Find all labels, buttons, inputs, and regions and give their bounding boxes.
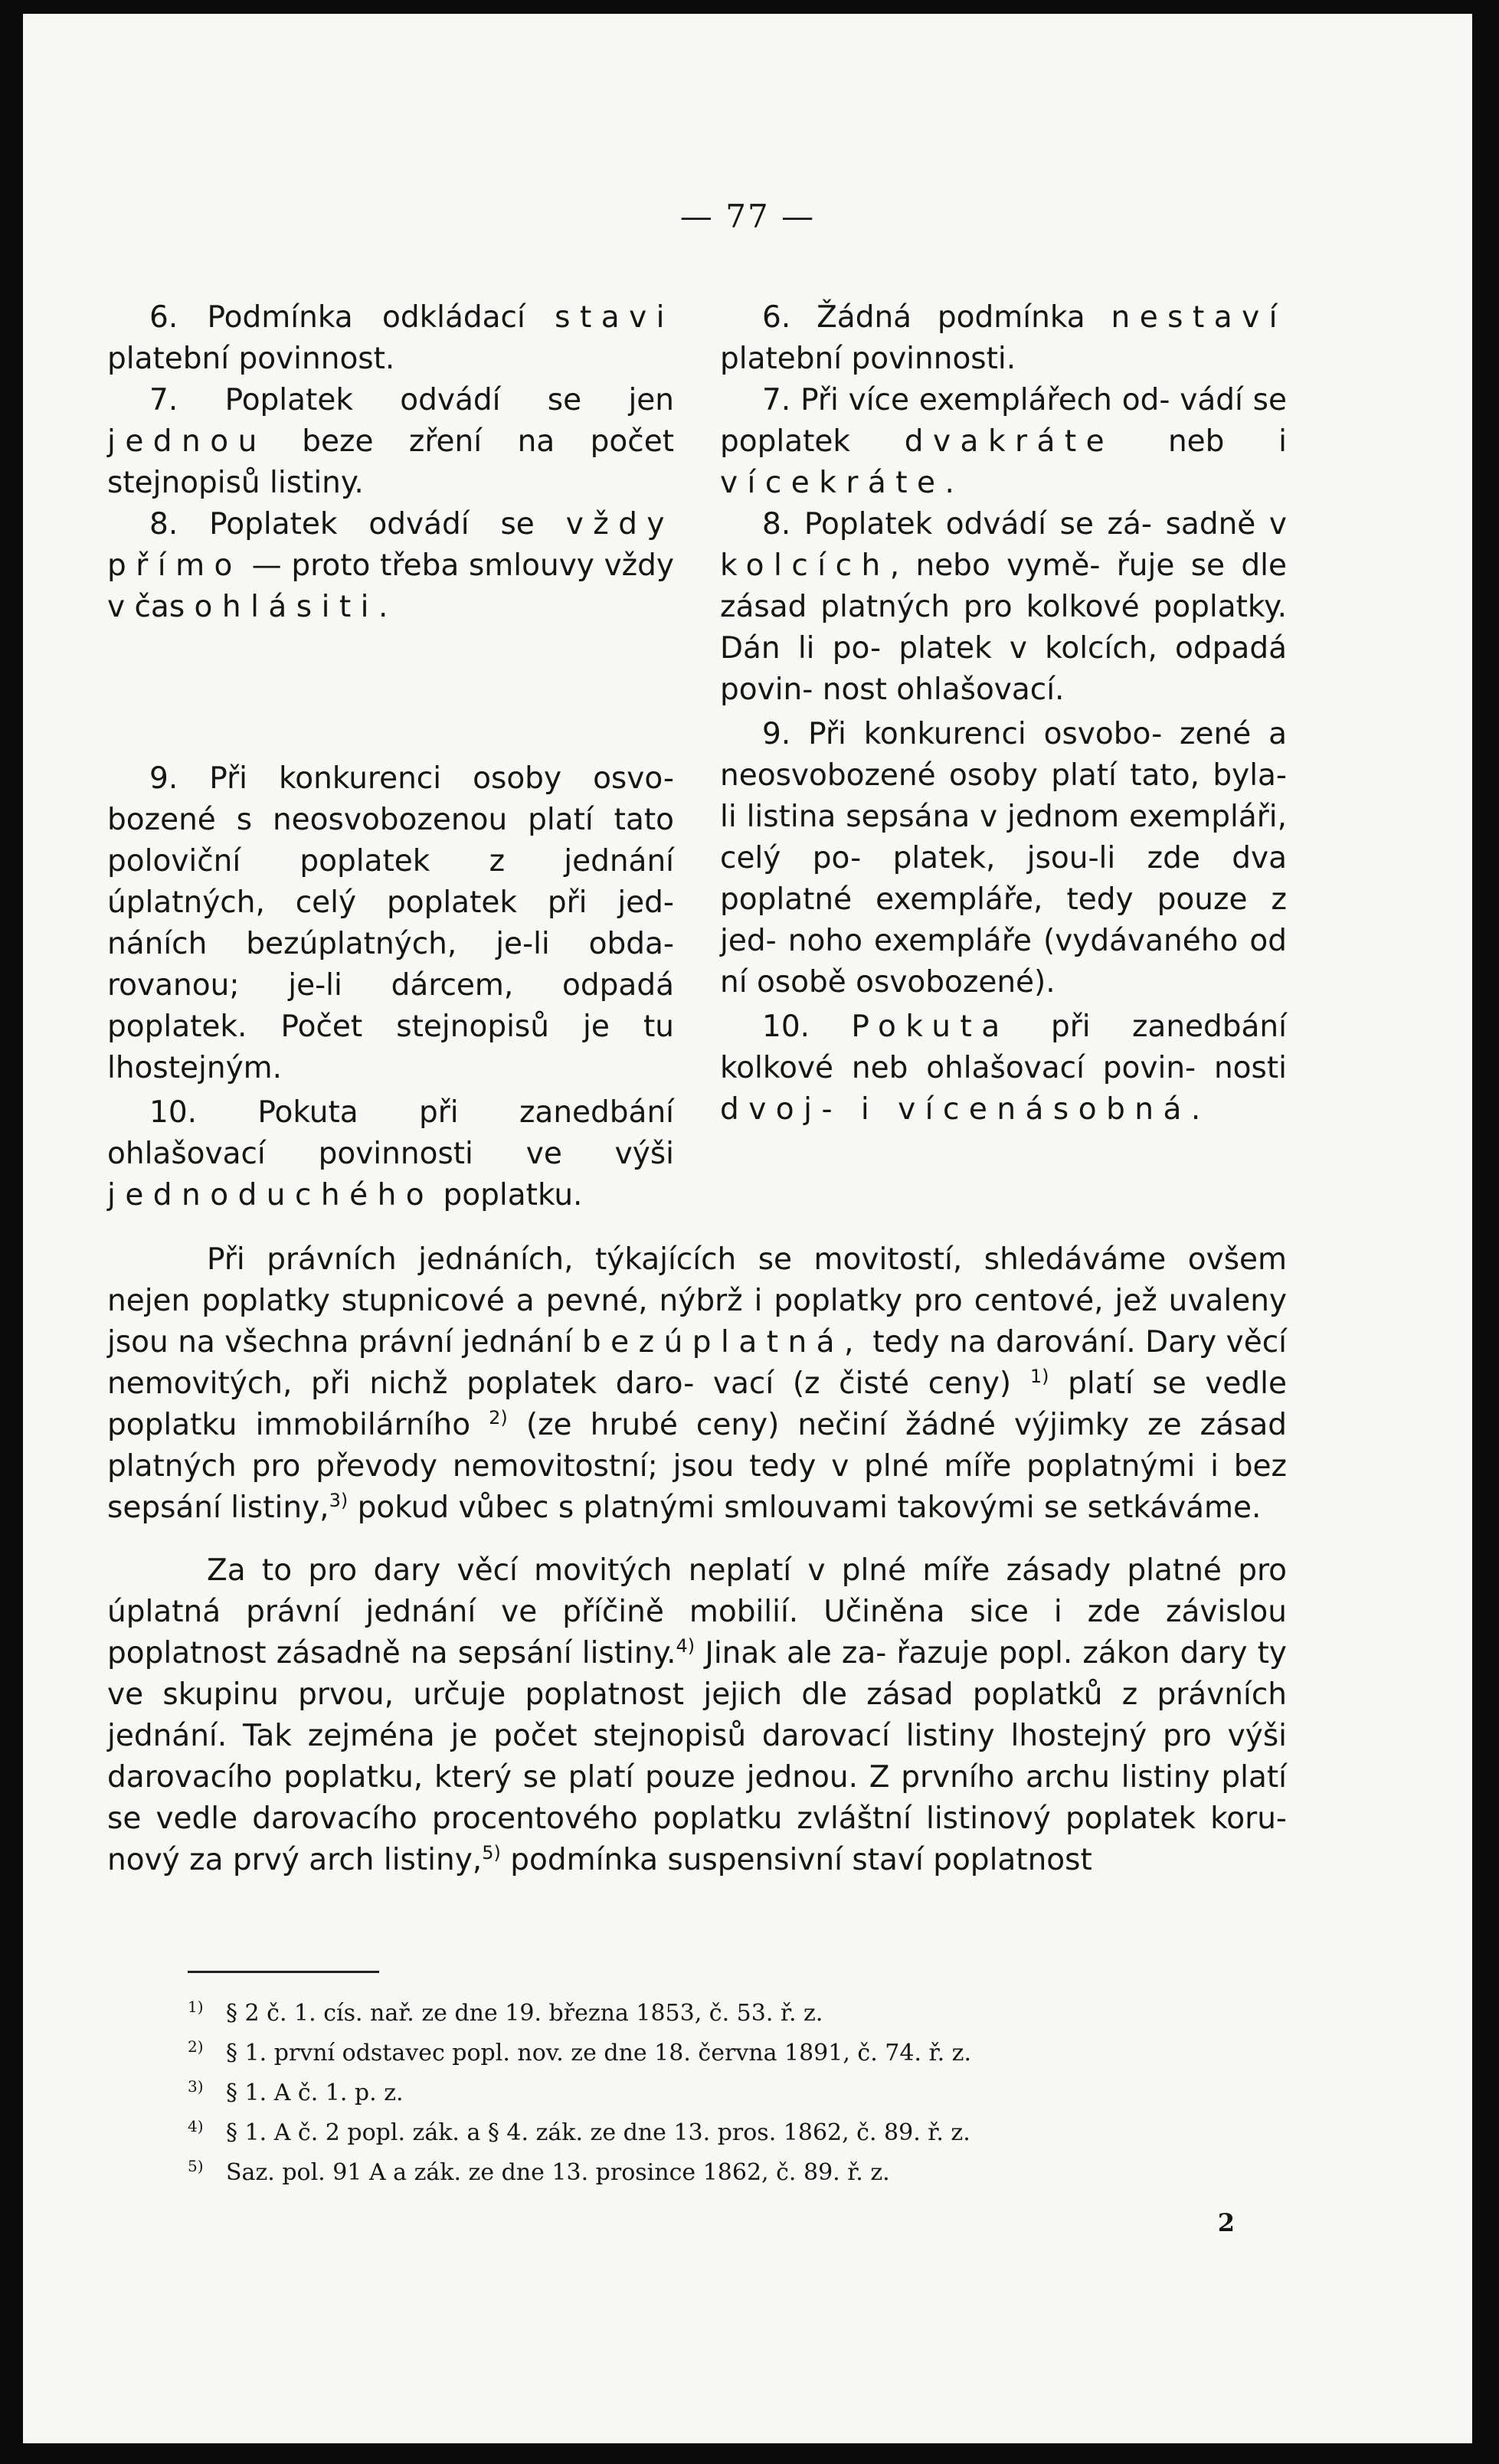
footnote-ref-1: 1) [1029, 1366, 1049, 1387]
signature-mark: 2 [1217, 2208, 1235, 2237]
footnotes [188, 1994, 1321, 2193]
footnote-4: 4) § 1. A č. 2 popl. zák. a § 4. zák. ze dne 13. pros. 1862, č. 89. ř. z. [188, 2117, 970, 2146]
footnote-ref-2: 2) [489, 1407, 508, 1428]
right-item-7: 7. Při více exemplářech od- vádí se poplatek dvakráte neb i vícekráte. [720, 383, 1288, 500]
right-column [720, 297, 1287, 1131]
paragraph-2: Za to pro dary věcí movitých neplatí v plné míře zásady platné pro úplatná právní jednání ve příčině mobilií. Učiněna sice i zde závislou poplatnost zásadně na sepsání listiny.$^{4)}$ Jinak ale za- řazuje popl. zákon dary ty ve skupinu prvou, určuje poplatnost jejich dle zásad poplatků z právních jednání. Tak zejména je počet stejnopisů darovací listiny lhostejný pro výši darovacího poplatku, který se platí pouze jednou. Z prvního archu listiny platí se vedle darovacího procentového poplatku zvláštní listinový poplatek koru- nový za prvý arch listiny,$^{5)}$ podmínka suspensivní staví poplatnost [107, 1553, 1287, 1877]
right-item-6: 6. Žádná podmínka nestaví platební povinnosti. [720, 300, 1287, 376]
left-item-6: 6. Podmínka odkládací stavi platební povinnost. [107, 300, 674, 376]
body-text [107, 1239, 1287, 1881]
footnote-3: 3) § 1. A č. 1. p. z. [188, 2077, 404, 2106]
paragraph-1: Při právních jednáních, týkajících se movitostí, shledáváme ovšem nejen poplatky stupnicové a pevné, nýbrž i poplatky pro centové, jež uvaleny jsou na všechna právní jednání bezúplatná, tedy na darování. Dary věcí nemovitých, při nichž poplatek daro- vací (z čisté ceny) $^{1)}$ platí se vedle poplatku immobilárního $^{2)}$ (ze hrubé ceny) nečiní žádné výjimky ze zásad platných pro převody nemovitostní; jsou tedy v plné míře poplatnými i bez sepsání listiny,$^{3)}$ pokud vůbec s platnými smlouvami takovými se setkáváme. [107, 1242, 1287, 1525]
footnote-ref-3: 3) [329, 1490, 349, 1511]
book-page [23, 14, 1472, 2443]
left-item-8: 8. Poplatek odvádí se vždy přímo — proto třeba smlouvy vždy v čas ohlásiti. [107, 507, 674, 624]
left-column [107, 297, 674, 1216]
left-item-10: 10. Pokuta při zanedbání ohlašovací povinnosti ve výši jednoduchého poplatku. [107, 1095, 674, 1212]
footnote-2: 2) § 1. první odstavec popl. nov. ze dne 18. června 1891, č. 74. ř. z. [188, 2037, 972, 2066]
footnote-5: 5) Saz. pol. 91 A a zák. ze dne 13. prosince 1862, č. 89. ř. z. [188, 2157, 890, 2186]
right-item-10: 10. Pokuta při zanedbání kolkové neb ohlašovací povin- nosti dvoj- i vícenásobná. [720, 1009, 1287, 1127]
footnote-divider [188, 1971, 379, 1973]
right-item-8: 8. Poplatek odvádí se zá- sadně v kolcích, nebo vymě- řuje se dle zásad platných pro kolkové poplatky. Dán li po- platek v kolcích, odpadá povin- nost ohlašovací. [720, 507, 1287, 707]
footnote-ref-4: 4) [676, 1635, 695, 1657]
footnote-1: 1) § 2 č. 1. cís. nař. ze dne 19. března 1853, č. 53. ř. z. [188, 1998, 823, 2027]
page-number: — 77 — [679, 198, 816, 235]
left-item-7: 7. Poplatek odvádí se jen jednou beze zření na počet stejnopisů listiny. [107, 383, 674, 500]
left-item-9: 9. Při konkurenci osoby osvo- bozené s neosvobozenou platí tato poloviční poplatek z jednání úplatných, celý poplatek při jed- náních bezúplatných, je-li obda- rovanou; je-li dárcem, odpadá poplatek. Počet stejnopisů je tu lhostejným. [107, 761, 674, 1085]
footnote-ref-5: 5) [482, 1842, 501, 1864]
right-item-9: 9. Při konkurenci osvobo- zené a neosvobozené osoby platí tato, byla-li listina sepsána v jednom exempláři, celý po- platek, jsou-li zde dva poplatné exempláře, tedy pouze z jed- noho exempláře (vydávaného od ní osobě osvobozené). [720, 717, 1287, 1000]
